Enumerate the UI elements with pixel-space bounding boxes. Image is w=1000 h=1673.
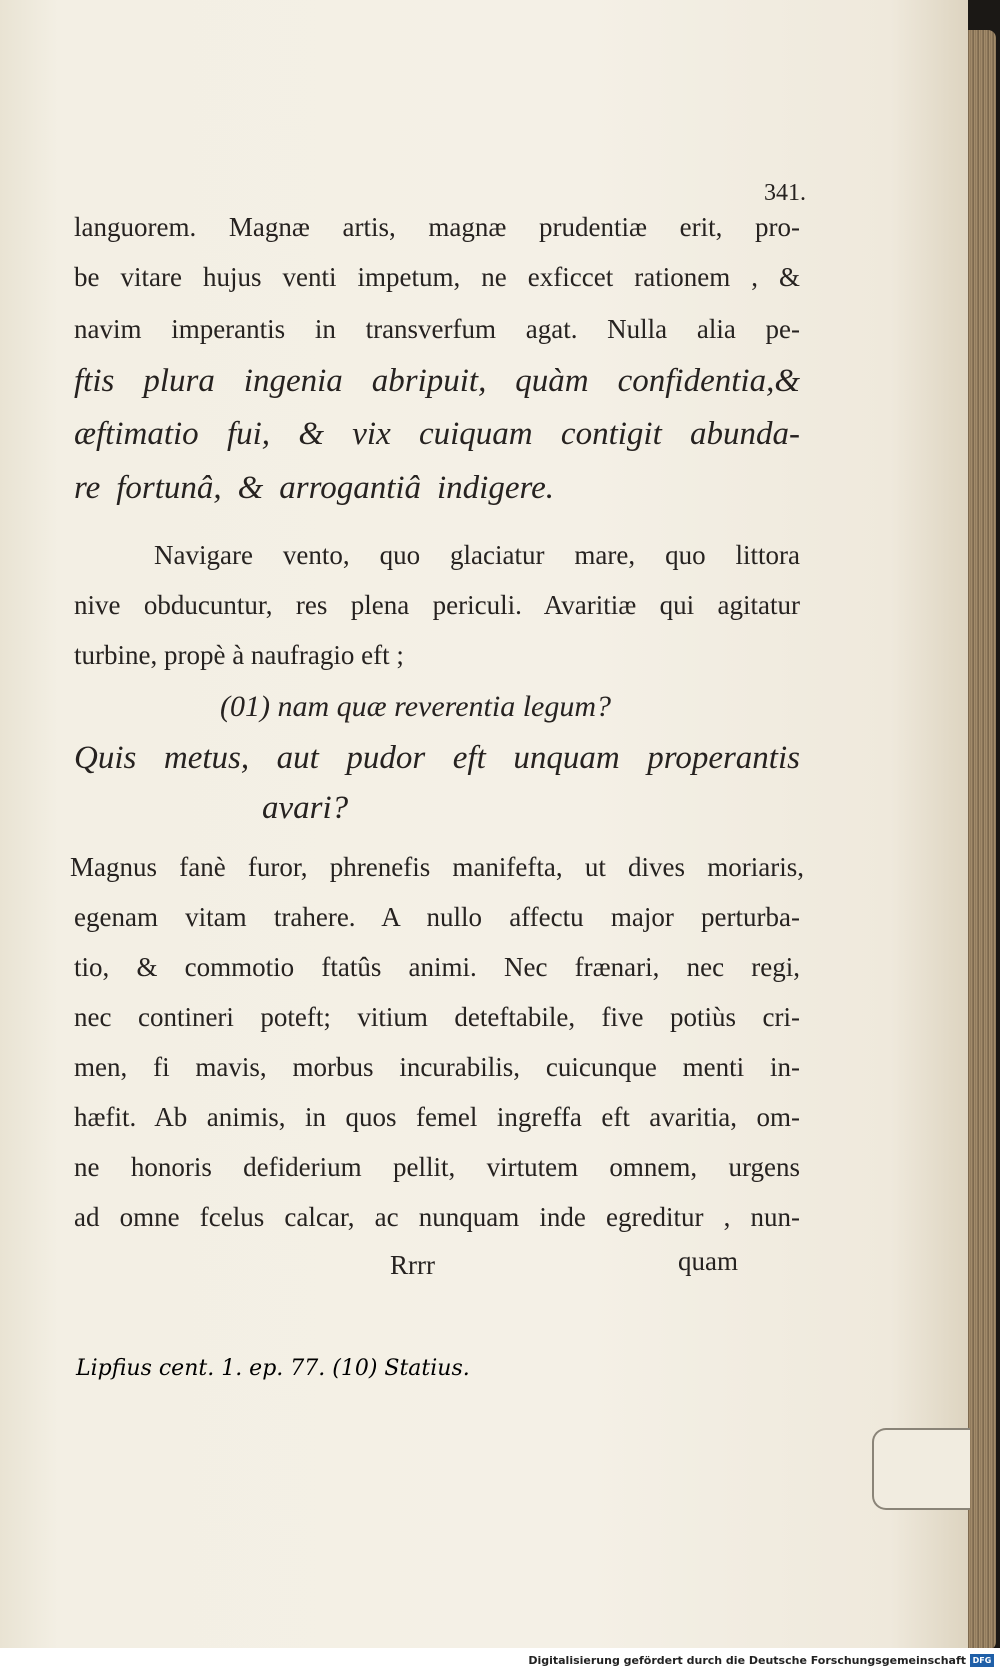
text-line: tio, & commotio ftatûs animi. Nec frænari, nec regi, xyxy=(74,952,800,982)
footnote: Lipfius cent. 1. ep. 77. (10) Statius. xyxy=(76,1356,470,1381)
verse-line: Quis metus, aut pudor eft unquam properantis xyxy=(74,740,800,776)
text-line: æftimatio fui, & vix cuiquam contigit abunda- xyxy=(74,416,800,452)
verse-line: (01) nam quæ reverentia legum? xyxy=(220,690,612,723)
digitization-footer xyxy=(0,1648,1000,1673)
text-line: Magnus fanè furor, phrenefis manifefta, ut dives moriaris, xyxy=(70,852,804,882)
text-line: nive obducuntur, res plena periculi. Avaritiæ qui agitatur xyxy=(74,590,800,620)
footer-credit: Digitalisierung gefördert durch die Deutsche Forschungsgemeinschaft xyxy=(528,1654,966,1667)
text-line: egenam vitam trahere. A nullo affectu major perturba- xyxy=(74,902,800,932)
text-line: re fortunâ, & arrogantiâ indigere. xyxy=(74,470,554,506)
text-line: ad omne fcelus calcar, ac nunquam inde egreditur , nun- xyxy=(74,1202,800,1232)
text-line: hæfit. Ab animis, in quos femel ingreffa eft avaritia, om- xyxy=(74,1102,800,1132)
text-line: ftis plura ingenia abripuit, quàm confidentia,& xyxy=(74,363,800,399)
signature-mark: Rrrr xyxy=(390,1250,435,1280)
text-line: navim imperantis in transverfum agat. Nulla alia pe- xyxy=(74,314,800,344)
text-line: turbine, propè à naufragio eft ; xyxy=(74,640,404,670)
catchword: quam xyxy=(678,1246,738,1276)
dfg-logo: DFG xyxy=(970,1654,994,1667)
text-line: languorem. Magnæ artis, magnæ prudentiæ erit, pro- xyxy=(74,212,800,242)
text-line: nec contineri poteft; vitium deteftabile, five potiùs cri- xyxy=(74,1002,800,1032)
text-line: be vitare hujus venti impetum, ne exficcet rationem , & xyxy=(74,262,800,292)
page-number: 341. xyxy=(764,180,806,206)
verse-line: avari? xyxy=(262,790,349,826)
text-line: men, fi mavis, morbus incurabilis, cuicunque menti in- xyxy=(74,1052,800,1082)
text-line: Navigare vento, quo glaciatur mare, quo littora xyxy=(154,540,800,570)
text-line: ne honoris defiderium pellit, virtutem omnem, urgens xyxy=(74,1152,800,1182)
page-tab xyxy=(872,1428,970,1510)
